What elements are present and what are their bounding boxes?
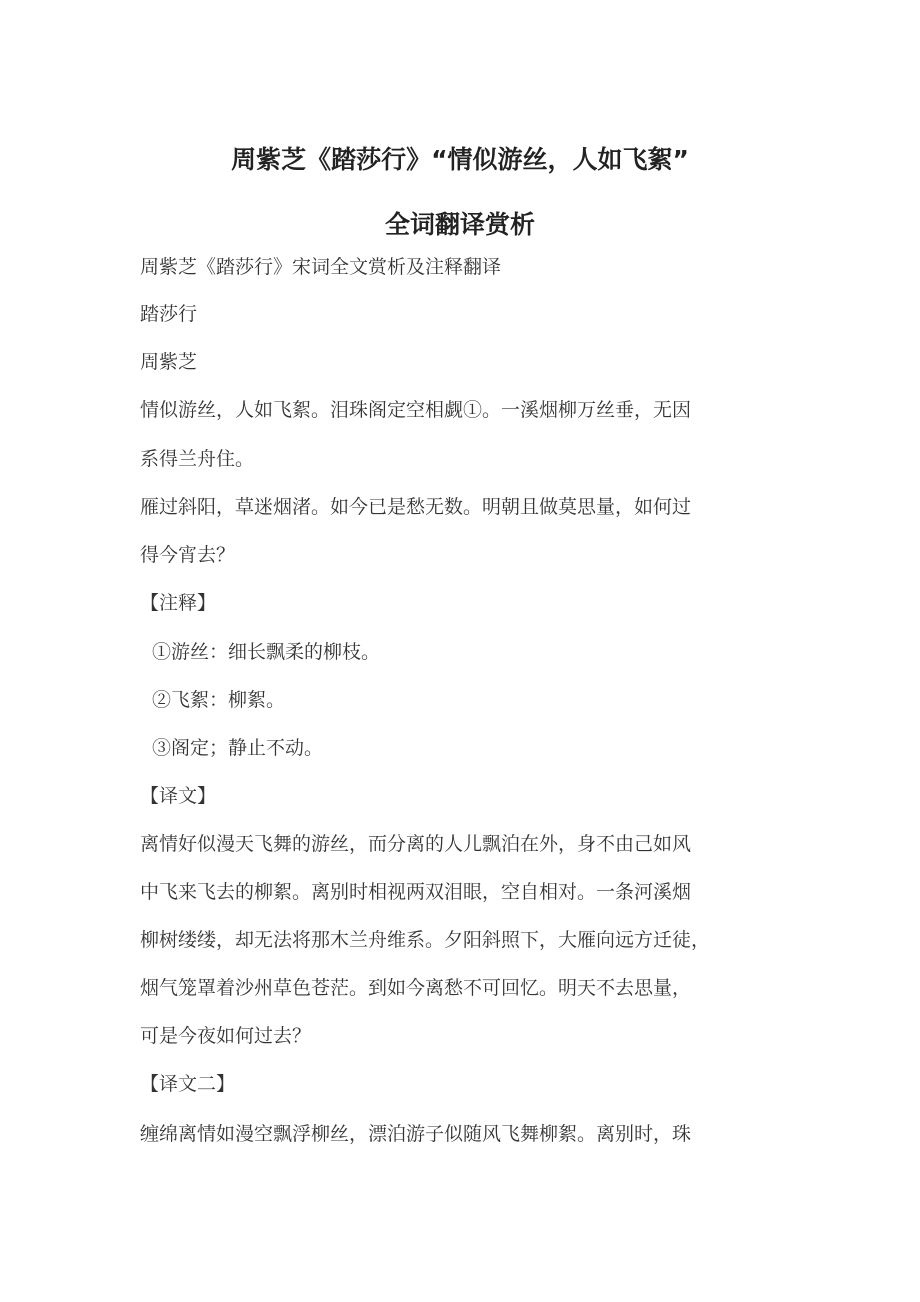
poem-line: 情似游丝，人如飞絮。泪珠阁定空相觑①。一溪烟柳万丝垂，无因 — [140, 399, 692, 421]
translation-2-line: 缠绵离情如漫空飘浮柳丝，漂泊游子似随风飞舞柳絮。离别时，珠 — [140, 1123, 692, 1145]
poem-line: 雁过斜阳，草迷烟渚。如今已是愁无数。明朝且做莫思量，如何过 — [140, 496, 692, 518]
intro-line: 周紫芝《踏莎行》宋词全文赏析及注释翻译 — [140, 256, 502, 278]
section-heading-notes: 【注释】 — [140, 592, 217, 614]
translation-line: 中飞来飞去的柳絮。离别时相视两双泪眼，空自相对。一条河溪烟 — [140, 881, 692, 903]
note-item: ②飞絮：柳絮。 — [152, 689, 286, 711]
section-heading-translation: 【译文】 — [140, 785, 217, 807]
document-subtitle: 全词翻译赏析 — [384, 210, 535, 239]
translation-line: 可是今夜如何过去？ — [140, 1025, 312, 1047]
translation-line: 烟气笼罩着沙州草色苍茫。到如今离愁不可回忆。明天不去思量， — [140, 977, 692, 999]
poem-author: 周紫芝 — [140, 351, 198, 373]
note-item: ③阁定；静止不动。 — [152, 737, 324, 759]
poem-title: 踏莎行 — [140, 303, 198, 325]
translation-line: 离情好似漫天飞舞的游丝，而分离的人儿飘泊在外，身不由己如风 — [140, 833, 692, 855]
poem-line: 得今宵去？ — [140, 544, 236, 566]
document-title: 周紫芝《踏莎行》“情似游丝，人如飞絮” — [231, 145, 689, 174]
poem-line: 系得兰舟住。 — [140, 448, 255, 470]
section-heading-translation-2: 【译文二】 — [140, 1073, 236, 1095]
translation-line: 柳树缕缕，却无法将那木兰舟维系。夕阳斜照下，大雁向远方迁徒， — [140, 929, 711, 951]
note-item: ①游丝：细长飘柔的柳枝。 — [152, 641, 381, 663]
